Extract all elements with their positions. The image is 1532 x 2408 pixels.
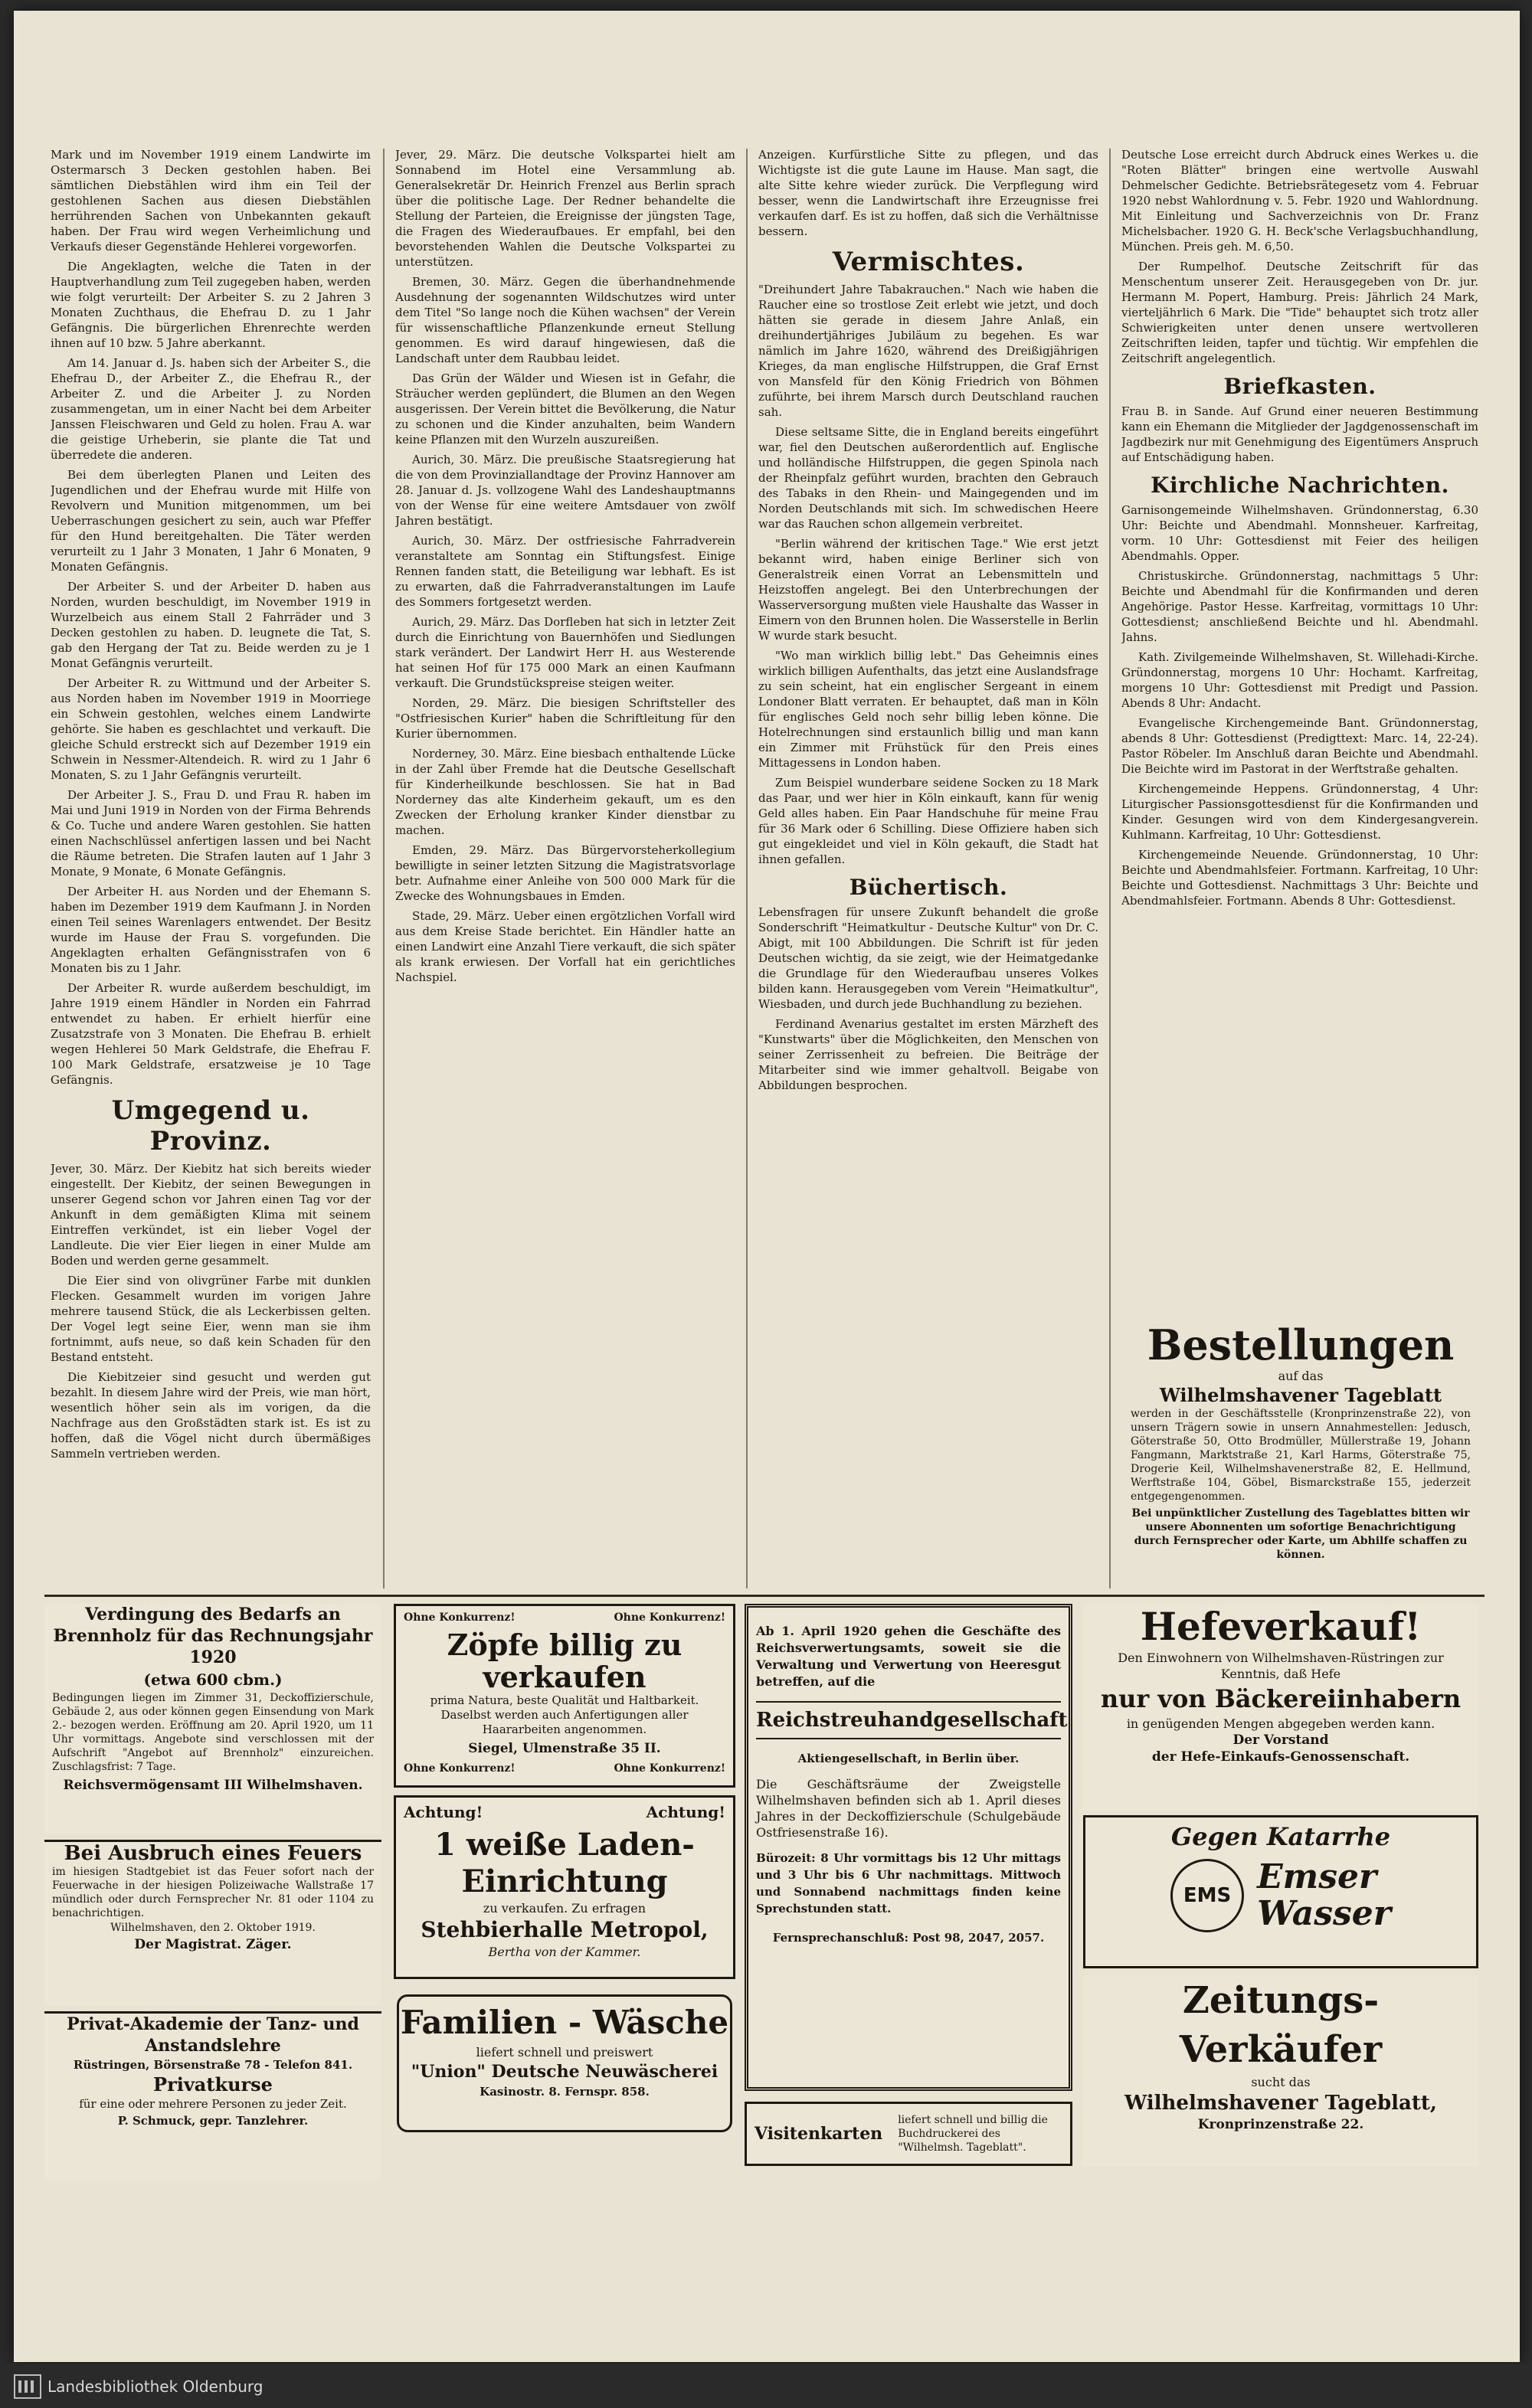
ad-text: Die Geschäftsräume der Zweigstelle Wilhelmshaven befinden sich ab 1. April dieses Jahres in der Deckoffizierschule (Schulgebäude Ostfriesenstraße 16). [756, 1777, 1061, 1840]
article-text: Die Angeklagten, welche die Taten in der Hauptverhandlung zum Teil zugegeben haben, werden wie folgt verurteilt: Der Arbeiter S. zu 2 Jahren 3 Monaten Zuchthaus, die Ehefrau D. zu 1 Jahr Gefängnis. Die bürgerlichen Ehrenrechte werden ihnen auf 10 bzw. 5 Jahre aberkannt. [51, 260, 371, 350]
article-text: Ferdinand Avenarius gestaltet im ersten Märzheft des "Kunstwarts" über die Möglichkeiten, den Menschen von seiner Zerrissenheit zu befreien. Die Beiträge der Mitarbeiter sind wie immer gehaltvoll. Beigabe von Abbildungen besprochen. [758, 1017, 1098, 1092]
article-text: "Wo man wirklich billig lebt." Das Geheimnis eines wirklich billigen Aufenthalts, das jetzt eine Auslandsfrage zu sein scheint, hat ein englischer Sergeant in einem Londoner Blatt verraten. Er behauptet, daß man in Köln für englisches Geld noch sehr billig leben könne. Die Hotelrechnungen sind erstaunlich billig und man kann ein Zimmer mit Frühstück für den Preis eines Mittagessens in London haben. [758, 649, 1098, 770]
section-heading-vermischtes: Vermischtes. [832, 247, 1025, 277]
article-text: Deutsche Lose erreicht durch Abdruck eines Werkes u. die "Roten Blätter" bringen eine wertvolle Auswahl Dehmelscher Gedichte. Betriebsrätegesetz vom 4. Februar 1920 nebst Wahlordnung v. 5. Febr. 1920 und Wahlordnung. Mit Einleitung und Sachverzeichnis von Dr. Franz Michelsbacher. 1920 G. H. Beck'sche Verlagsbuchhandlung, München. Preis geh. M. 6,50. [1121, 148, 1478, 254]
ad-note: Bei unpünktlicher Zustellung des Tageblattes bitten wir unsere Abonnenten um sofortige Benachrichtigung durch Fernsprecher oder Karte, um Abhilfe schaffen zu können. [1131, 1507, 1470, 1561]
article-text: Aurich, 29. März. Das Dorfleben hat sich in letzter Zeit durch die Einrichtung von Bauernhöfen und Siedlungen stark verändert. Der Landwirt Herr H. aus Westerende hat seinen Hof für 175 000 Mark an einen Kaufmann verkauft. Die Grundstückspreise steigen weiter. [395, 615, 735, 690]
ad-text: auf das [1278, 1369, 1324, 1383]
ad-title: Reichstreuhandgesellschaft [756, 1701, 1061, 1739]
ad-text: sucht das [1251, 2075, 1311, 2089]
article-text: Der Arbeiter S. und der Arbeiter D. haben aus Norden, wurden beschuldigt, im November 1919 in Wurzelbeich aus einem Stall 2 Fahrräder und 3 Decken gestohlen zu haben. D. leugnete die Tat, S. gab den Hergang der Tat zu. Beide werden zu je 1 Monat Gefängnis verurteilt. [51, 580, 371, 670]
ad-text: liefert schnell und preiswert [476, 2045, 653, 2060]
ad-address: Rüstringen, Börsenstraße 78 - Telefon 841. [73, 2058, 353, 2072]
ad-text: Den Einwohnern von Wilhelmshaven-Rüstringen zur Kenntnis, daß Hefe [1118, 1651, 1444, 1681]
ad-address: Kronprinzenstraße 22. [1197, 2117, 1364, 2132]
article-text: Jever, 30. März. Der Kiebitz hat sich bereits wieder eingestellt. Der Kiebitz, der seinen Bewegungen in unserer Gegend schon vor Jahren einen Tag vor der Ankunft in dem gemäßigten Klima mit seinem Eintreffen verkündet, ist ein lieber Vogel der Landleute. Die vier Eier liegen in einer Mulde am Boden und werden gerne gesammelt. [51, 1162, 371, 1268]
ad-brennholz [44, 1604, 381, 1834]
ad-title: Visitenkarten [755, 2124, 883, 2144]
article-text: Aurich, 30. März. Der ostfriesische Fahrradverein veranstaltete am Sonntag ein Stiftungsfest. Einige Rennen fanden statt, die Beteiligung war lebhaft. Es ist zu erwarten, daß die Fahrradveranstaltungen im Laufe des Sommers fortgesetzt werden. [395, 534, 735, 609]
article-text: Der Arbeiter R. wurde außerdem beschuldigt, im Jahre 1919 einem Händler in Norden ein Fahrrad entwendet zu haben. Er erhielt hierfür eine Zusatzstrafe von 3 Monaten. Die Ehefrau B. erhielt wegen Hehlerei 50 Mark Geldstrafe, die Ehefrau F. 100 Mark Geldstrafe, ersatzweise je 10 Tage Gefängnis. [51, 981, 371, 1087]
section-heading-buechertisch: Büchertisch. [849, 875, 1008, 900]
ad-title: Bei Ausbruch eines Feuers [64, 1842, 362, 1865]
ad-hefeverkauf [1083, 1604, 1478, 1811]
ad-highlight: nur von Bäckereiinhabern [1100, 1684, 1462, 1713]
ad-phone: Fernsprechanschluß: Post 98, 2047, 2057. [772, 1931, 1045, 1945]
ad-title: Familien - Wäsche [400, 2004, 729, 2041]
column-rule [383, 149, 385, 1588]
library-footer [0, 2364, 1532, 2408]
ad-name: "Union" Deutsche Neuwäscherei [411, 2062, 719, 2082]
article-text: "Berlin während der kritischen Tage." Wie erst jetzt bekannt wird, haben einige Berliner sich von Generalstreik einen Vorrat an Lebensmitteln und Heizstoffen angelegt. Bei den Unterbrechungen der Wasserversorgung mußten viele Haushalte das Wasser in Eimern von den Brunnen holen. Die Wasserstelle in Berlin W wurde stark besucht. [758, 537, 1098, 643]
ad-tag: Achtung! [404, 1803, 483, 1821]
ad-title: Gegen Katarrhe [1170, 1822, 1391, 1851]
article-text: Zum Beispiel wunderbare seidene Socken zu 18 Mark das Paar, und wer hier in Köln einkauft, kann für wenig Geld alles haben. Ein Paar Handschuhe für meine Frau für 36 Mark oder 6 Schilling. Diese Offiziere haben sich gut eingekleidet und viel in Köln gekauft, die Stadt hat ihnen gefallen. [758, 776, 1098, 866]
library-name: Landesbibliothek Oldenburg [47, 2377, 264, 2396]
ad-owner: Bertha von der Kammer. [488, 1945, 641, 1959]
ad-sign: der Hefe-Einkaufs-Genossenschaft. [1151, 1749, 1410, 1765]
column-3 [758, 147, 1098, 1587]
article-text: Kirchengemeinde Neuende. Gründonnerstag, 10 Uhr: Beichte und Abendmahlsfeier. Fortmann. Karfreitag, 10 Uhr: Beichte und Gottesdienst. Nachmittags 3 Uhr: Beichte und Abendmahlsfeier. Fortmann. Abends 8 Uhr: Gottesdienst. [1121, 848, 1478, 908]
ad-title: Zeitungs-Verkäufer [1179, 1979, 1383, 2071]
ad-sign: Der Vorstand [1232, 1732, 1329, 1748]
ad-text: liefert schnell und billig die Buchdruckerei des "Wilhelmsh. Tageblatt". [898, 2114, 1048, 2154]
article-text: Bei dem überlegten Planen und Leiten des Jugendlichen und der Ehefrau wurde mit Hilfe von Revolvern und Munition mitgenommen, um bei Ueberraschungen gesichert zu sein, auch war Pfeffer für den Hund bereitgehalten. Die Täter werden verurteilt zu 1 Jahr 3 Monaten, 1 Jahr 6 Monaten, 9 Monaten Gefängnis. [51, 468, 371, 574]
ad-sign: Der Magistrat. Zäger. [134, 1937, 292, 1952]
article-text: Das Grün der Wälder und Wiesen ist in Gefahr, die Sträucher werden geplündert, die Blumen an den Wegen ausgerissen. Der Verein bittet die Bevölkerung, die Natur zu schonen und die Kinder anzuhalten, beim Wandern keine Pflanzen mit den Wurzeln auszureißen. [395, 371, 735, 447]
section-heading-umgegend: Umgegend u. Provinz. [111, 1095, 310, 1157]
ad-amount: (etwa 600 cbm.) [143, 1670, 283, 1689]
column-1 [51, 147, 371, 1587]
ad-paper-name: Wilhelmshavener Tageblatt, [1124, 2092, 1437, 2115]
article-text: Aurich, 30. März. Die preußische Staatsregierung hat die von dem Provinziallandtage der Provinz Hannover am 28. Januar d. Js. vollzogene Wahl des Landeshauptmanns von der Wense für eine weitere Amtsdauer von zwölf Jahren bestätigt. [395, 453, 735, 528]
article-text: Diese seltsame Sitte, die in England bereits eingeführt war, fiel den Deutschen außerordentlich auf. Englische und holländische Hilfstruppen, die gegen Spinola nach der Rheinpfalz geführt wurden, brachten den Gebrauch des Tabaks in den Rhein- und Maingegenden und im Norden Deutschlands mit sich. Im schwedischen Heere war das Rauchen schon allgemein verbreitet. [758, 425, 1098, 531]
ad-text: in genügenden Mengen abgegeben werden kann. [1126, 1716, 1435, 1731]
ad-text: Bedingungen liegen im Zimmer 31, Deckoffizierschule, Gebäude 2, aus oder können gegen Einsendung von Mark 2.- bezogen werden. Eröffnung am 20. April 1920, um 11 Uhr vormittags. Angebote sind verschlossen mit der Aufschrift "Angebot auf Brennholz" einzureichen. Zuschlagsfrist: 7 Tage. [52, 1692, 374, 1773]
ad-tag: Ohne Konkurrenz! [404, 1611, 516, 1624]
column-4 [1121, 147, 1478, 1305]
article-text: Norderney, 30. März. Eine biesbach enthaltende Lücke in der Zahl über Fremde hat die Deutsche Gesellschaft für Kinderheilkunde beschlossen. Sie hat in Bad Norderney das alte Kinderheim gekauft, um es den Zwecken der Erholung kranker Kinder dienstbar zu machen. [395, 747, 735, 837]
article-text: Der Arbeiter H. aus Norden und der Ehemann S. haben im Dezember 1919 dem Kaufmann J. in Norden einen Teil seines Warenlagers entwendet. Der Besitz wurde im Hause der Frau S. vorgefunden. Die Angeklagten erhalten Gefängnisstrafen von 6 Monaten bis zu 1 Jahr. [51, 885, 371, 975]
ad-title: 1 weiße Laden-Einrichtung [434, 1827, 695, 1899]
ad-bestellungen [1123, 1322, 1478, 1587]
ad-brand: Wasser [1257, 1894, 1391, 1933]
article-text: Kath. Zivilgemeinde Wilhelmshaven, St. Willehadi-Kirche. Gründonnerstag, morgens 10 Uhr: Hochamt. Karfreitag, morgens 10 Uhr: Gottesdienst mit Predigt und Passion. Abends 8 Uhr: Andacht. [1121, 650, 1478, 710]
ad-tag: Ohne Konkurrenz! [614, 1762, 725, 1775]
ad-title: Zöpfe billig zu verkaufen [447, 1628, 683, 1694]
ad-text: im hiesigen Stadtgebiet ist das Feuer sofort nach der Feuerwache in der hiesigen Polizeiwache Wallstraße 17 mündlich oder durch Fernsprecher Nr. 81 oder 1104 zu benachrichtigen. [52, 1866, 374, 1919]
ad-emser [1083, 1815, 1478, 1968]
article-text: "Dreihundert Jahre Tabakrauchen." Nach wie haben die Raucher eine so trostlose Zeit erlebt wie jetzt, und doch hätten sie gerade in diesem Jahre Anlaß, ein dreihundertjähriges Jubiläum zu begehen. Es war nämlich im Jahre 1620, während des Dreißigjährigen Krieges, da man englische Hilfstruppen, die Graf Ernst von Mansfeld für den König Friedrich von Böhmen zuführte, bei ihrem Marsch durch Deutschland rauchen sah. [758, 283, 1098, 419]
ad-tag: Ohne Konkurrenz! [404, 1762, 516, 1775]
ad-title: Verdingung des Bedarfs an Brennholz für das Rechnungsjahr 1920 [53, 1605, 373, 1667]
ad-zoepfe [394, 1604, 735, 1788]
article-text: Garnisongemeinde Wilhelmshaven. Gründonnerstag, 6.30 Uhr: Beichte und Abendmahl. Monnsheuer. Karfreitag, vorm. 10 Uhr: Gottesdienst mit Feier des heiligen Abendmahls. Opper. [1121, 503, 1478, 563]
ad-text: werden in der Geschäftsstelle (Kronprinzenstraße 22), von unsern Trägern sowie in unsern Annahmestellen: Jedusch, Göterstraße 50, Otto Brodmüller, Müllerstraße 19, Johann Fangmann, Marktstraße 21, Karl Harms, Göterstraße 75, Drogerie Keil, Wilhelmshavenerstraße 82, E. Hellmund, Werftstraße 104, Göbel, Bismarckstraße 155, jederzeit entgegengenommen. [1131, 1408, 1471, 1503]
ad-intro: Ab 1. April 1920 gehen die Geschäfte des Reichsverwertungsamts, soweit sie die Verwaltung und Verwertung von Heeresgut betreffen, auf die [756, 1624, 1061, 1689]
section-heading-briefkasten: Briefkasten. [1223, 374, 1377, 399]
article-text: Emden, 29. März. Das Bürgervorsteherkollegium bewilligte in seiner letzten Sitzung die Magistratsvorlage betr. Aufnahme einer Anleihe von 500 000 Mark für die Zwecke des Wohnungsbaues in Emden. [395, 843, 735, 903]
article-text: Norden, 29. März. Die biesigen Schriftsteller des "Ostfriesischen Kurier" haben die Schriftleitung für den Kurier übernommen. [395, 696, 735, 741]
ad-office: Reichsvermögensamt III Wilhelmshaven. [63, 1778, 363, 1793]
article-text: Am 14. Januar d. Js. haben sich der Arbeiter S., die Ehefrau D., der Arbeiter Z., die Ehefrau R., der Arbeiter Z. und die Arbeiter J. zu Norden zusammengetan, um in einer Nacht bei dem Arbeiter Janssen Fleischwaren und Geld zu holen. Frau A. war die geistige Urheberin, sie plante die Tat und überredete die anderen. [51, 356, 371, 462]
ad-text: für eine oder mehrere Personen zu jeder Zeit. [79, 2097, 347, 2111]
article-text: Der Arbeiter J. S., Frau D. und Frau R. haben im Mai und Juni 1919 in Norden von der Firma Behrends & Co. Tuche und andere Waren gestohlen. Sie hatten einen Nachschlüssel anfertigen lassen und bei Nacht die Räume betreten. Die Strafen lauten auf 1 Jahr 3 Monate, 9 Monate, 6 Monate Gefängnis. [51, 788, 371, 878]
article-text: Die Kiebitzeier sind gesucht und werden gut bezahlt. In diesem Jahre wird der Preis, wie man hört, wesentlich höher sein als im vorigen, da die Nachfrage aus den Großstädten stark ist. Es ist zu hoffen, daß die Vögel nicht durch übermäßiges Sammeln vertrieben werden. [51, 1370, 371, 1461]
ad-akademie [44, 2011, 381, 2180]
column-2 [395, 147, 735, 1587]
section-rule [44, 1595, 1485, 1597]
ad-date: Wilhelmshaven, den 2. Oktober 1919. [110, 1922, 316, 1934]
ad-hours: Bürozeit: 8 Uhr vormittags bis 12 Uhr mittags und 3 Uhr bis 6 Uhr nachmittags. Mittwoch und Sonnabend nachmittags finden keine Sprechstunden statt. [756, 1851, 1061, 1916]
ad-title: Privat-Akademie der Tanz- und Anstandslehre [67, 2014, 359, 2056]
article-text: Evangelische Kirchengemeinde Bant. Gründonnerstag, abends 8 Uhr: Gottesdienst (Predigttext: Marc. 14, 22-24). Pastor Röbeler. Im Anschluß daran Beichte und Abendmahl. Die Beichte wird im Pastorat in der Werftstraße gehalten. [1121, 716, 1478, 776]
ad-visitenkarten [745, 2102, 1072, 2166]
ad-zeitungsverkaeufer [1083, 1976, 1478, 2166]
ad-waesche [397, 1994, 732, 2132]
article-text: Der Arbeiter R. zu Wittmund und der Arbeiter S. aus Norden haben im November 1919 in Moorriege ein Schwein gestohlen, welches einem Landwirte gehörte. Sie haben es geschlachtet und verkauft. Die gleiche Schuld erstreckt sich auf Dezember 1919 ein Schwein in Nessmer-Altendeich. R. wird zu 1 Jahr 6 Monaten, S. zu 1 Jahr Gefängnis verurteilt. [51, 676, 371, 782]
ad-text: zu verkaufen. Zu erfragen [483, 1901, 647, 1916]
article-text: Jever, 29. März. Die deutsche Volkspartei hielt am Sonnabend im Hotel eine Versammlung ab. Generalsekretär Dr. Heinrich Frenzel aus Berlin sprach über die politische Lage. Der Redner behandelte die Stellung der Parteien, die Ereignisse der jüngsten Tage, die Fragen des Wiederaufbaues. Er empfahl, bei den bevorstehenden Wahlen die Deutsche Volkspartei zu unterstützen. [395, 148, 735, 269]
ad-title: Bestellungen [1147, 1322, 1455, 1369]
article-text: Bremen, 30. März. Gegen die überhandnehmende Ausdehnung der sogenannten Wildschutzes wird unter dem Titel "So lange noch die Kühen wachsen" der Verein für wissenschaftliche Pflanzenkunde erneut Stellung genommen. Es wird darauf hingewiesen, daß die Landschaft unter dem Raubbau leidet. [395, 275, 735, 365]
ad-name: Stehbierhalle Metropol, [421, 1917, 709, 1942]
article-text: Lebensfragen für unsere Zukunft behandelt die große Sonderschrift "Heimatkultur - Deutsche Kultur" von Dr. C. Abigt, mit 100 Abbildungen. Die Schrift ist für jeden Deutschen wichtig, da sie zeigt, wie der Heimatgedanke die Grundlage für den Wiederaufbau unseres Volkes bilden kann. Herausgegeben vom Verein "Heimatkultur", Wiesbaden, und durch jede Buchhandlung zu beziehen. [758, 905, 1098, 1011]
ad-address: Kasinostr. 8. Fernspr. 858. [480, 2085, 650, 2099]
ad-treuhand [745, 1604, 1072, 2091]
ad-address: Siegel, Ulmenstraße 35 II. [468, 1741, 661, 1756]
article-text: Mark und im November 1919 einem Landwirte im Ostermarsch 3 Decken gestohlen haben. Bei sämtlichen Diebstählen wird ihm ein Teil der gestohlenen Sachen aus diesen Diebstählen herrührenden Sachen von Unbekannten gekauft haben. Der Frau wird wegen Verheimlichung und Verkaufs dieser Gegenstände Hehlerei vorgeworfen. [51, 148, 371, 254]
ems-logo-icon: EMS [1170, 1859, 1244, 1932]
ad-brand: Emser [1257, 1857, 1377, 1896]
ad-text: prima Natura, beste Qualität und Haltbarkeit. Daselbst werden auch Anfertigungen aller Haararbeiten angenommen. [430, 1693, 699, 1736]
article-text: Frau B. in Sande. Auf Grund einer neueren Bestimmung kann ein Ehemann die Mitglieder der Jagdgenossenschaft im Jagdbezirk nur mit Genehmigung des Eigentümers Anspruch auf Entschädigung haben. [1121, 404, 1478, 464]
ad-feuer [44, 1840, 381, 2005]
ad-tag: Ohne Konkurrenz! [614, 1611, 725, 1624]
section-heading-kirchliche: Kirchliche Nachrichten. [1151, 473, 1449, 498]
library-logo-icon [14, 2374, 41, 2399]
article-text: Stade, 29. März. Ueber einen ergötzlichen Vorfall wird aus dem Kreise Stade berichtet. Ein Händler hatte an einen Landwirt eine Anzahl Tiere verkauft, die sich später als krank erwiesen. Der Vorfall hat ein gerichtliches Nachspiel. [395, 909, 735, 984]
column-rule [746, 149, 748, 1588]
newspaper-page [14, 11, 1520, 2362]
ad-tag: Achtung! [646, 1803, 725, 1821]
ad-subtitle: Privatkurse [153, 2073, 273, 2096]
article-text: Christuskirche. Gründonnerstag, nachmittags 5 Uhr: Beichte und Abendmahl für die Konfirmanden und deren Angehörige. Pastor Hesse. Karfreitag, vormittags 10 Uhr: Gottesdienst; anschließend Beichte und hl. Abendmahl. Jahns. [1121, 569, 1478, 644]
ad-subtitle: Aktiengesellschaft, in Berlin über. [797, 1752, 1020, 1765]
ad-title: Hefeverkauf! [1140, 1604, 1422, 1649]
ad-paper-name: Wilhelmshavener Tageblatt [1159, 1384, 1442, 1406]
ad-sign: P. Schmuck, gepr. Tanzlehrer. [117, 2114, 309, 2128]
article-text: Der Rumpelhof. Deutsche Zeitschrift für das Menschentum unserer Zeit. Herausgegeben von Dr. jur. Hermann M. Popert, Hamburg. Preis: Jährlich 24 Mark, vierteljährlich 6 Mark. Die "Tide" behauptet sich trotz aller Schwierigkeiten unter denen unsere wertvolleren Zeitschriften leiden, tapfer und tüchtig. Wir empfehlen die Zeitschrift angelegentlich. [1121, 260, 1478, 365]
article-text: Die Eier sind von olivgrüner Farbe mit dunklen Flecken. Gesammelt wurden im vorigen Jahre mehrere tausend Stück, die als Leckerbissen gelten. Der Vogel legt seine Eier, wenn man sie ihm fortnimmt, aufs neue, so daß kein Schaden für den Bestand entsteht. [51, 1274, 371, 1364]
column-rule [1109, 149, 1111, 1588]
article-text: Kirchengemeinde Heppens. Gründonnerstag, 4 Uhr: Liturgischer Passionsgottesdienst für die Konfirmanden und Kinder. Gesungen wird von dem Kindergesangverein. Kuhlmann. Karfreitag, 10 Uhr: Gottesdienst. [1121, 782, 1478, 842]
article-text: Anzeigen. Kurfürstliche Sitte zu pflegen, und das Wichtigste ist die gute Laune im Hause. Man sagt, die alte Sitte kehre wieder zurück. Die Verpflegung wird besser, wenn die Landwirtschaft ihre Erzeugnisse frei verkaufen darf. Es ist zu hoffen, daß sich die Verhältnisse bessern. [758, 148, 1098, 238]
ad-laden [394, 1795, 735, 1979]
